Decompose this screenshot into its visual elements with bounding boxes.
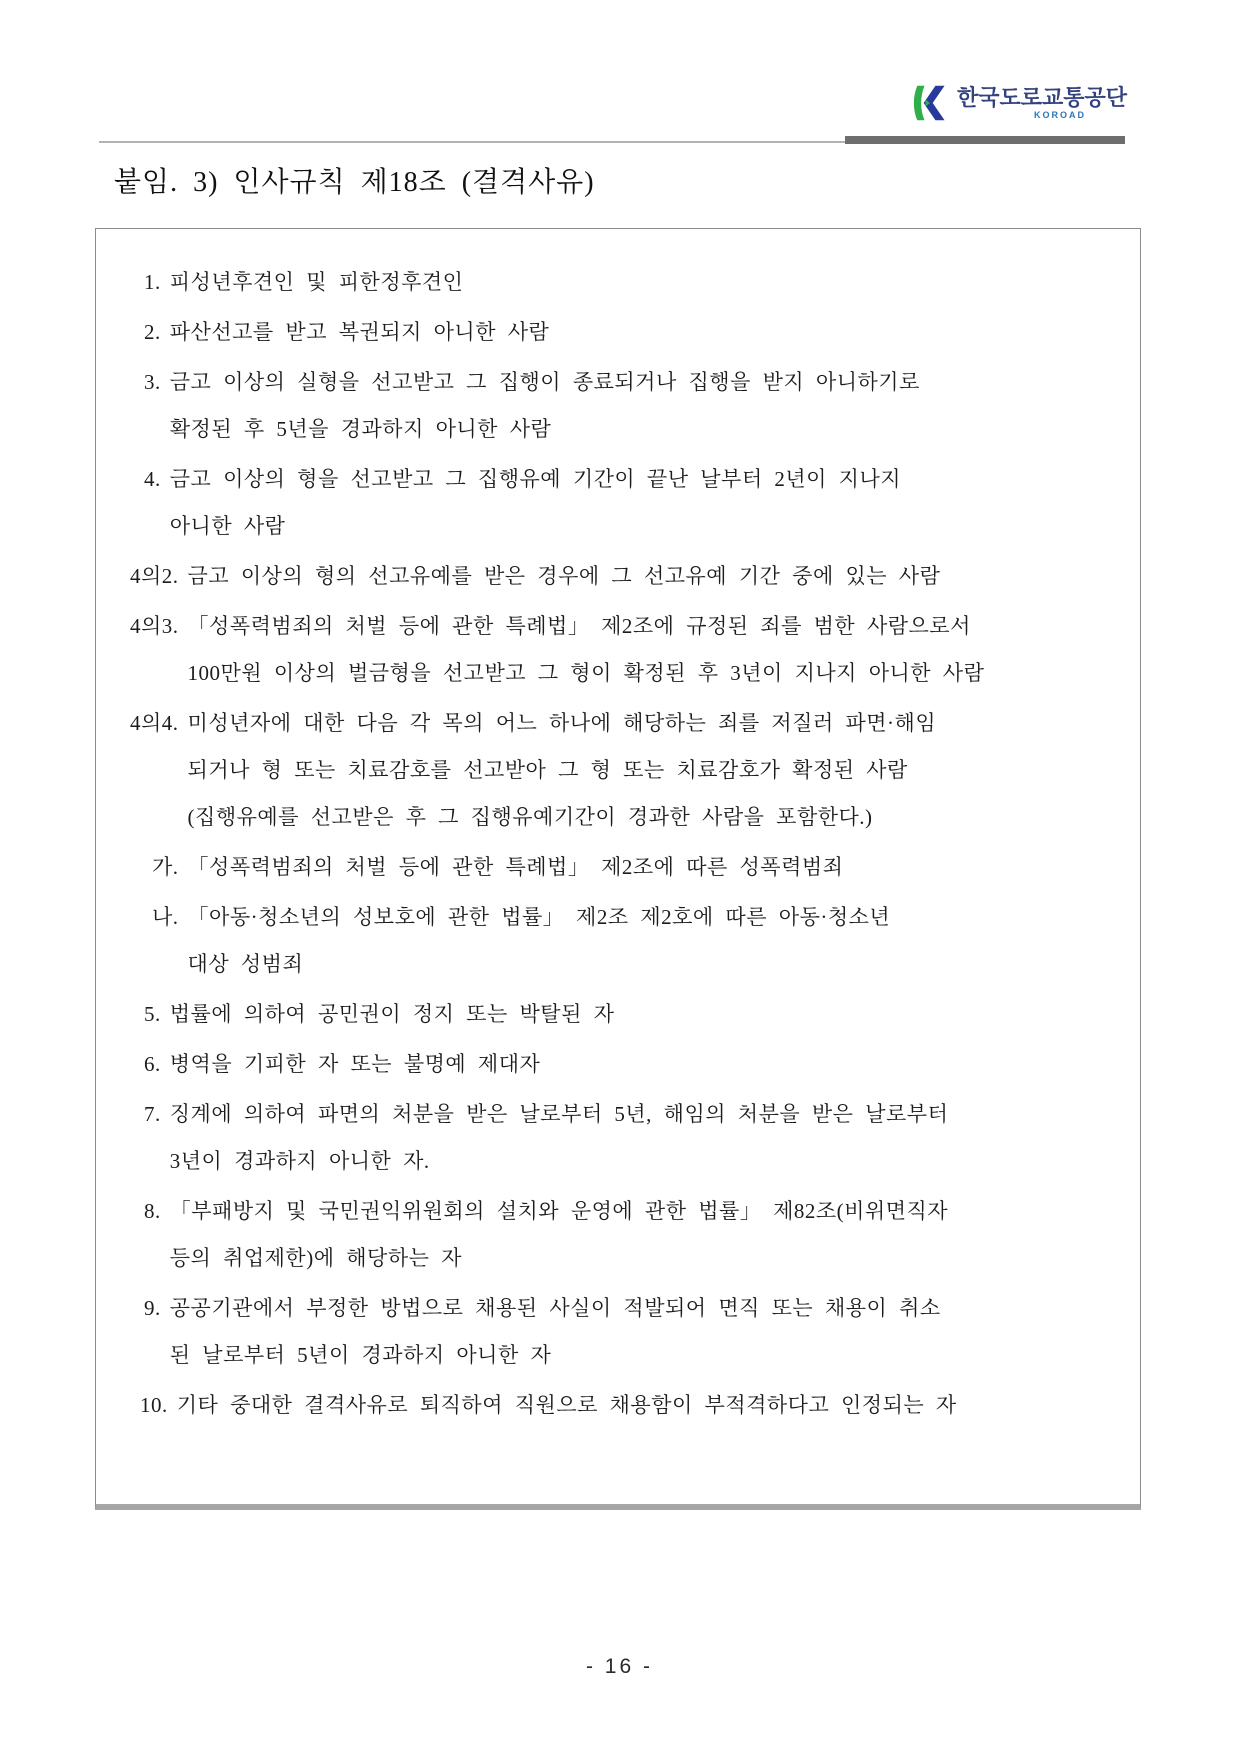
rule-item-label: 나. xyxy=(152,905,179,929)
rule-item-label: 9. xyxy=(144,1296,161,1320)
rule-item-lines xyxy=(170,1285,1140,1379)
rule-item xyxy=(96,1285,1140,1379)
rule-item-line: 금고 이상의 형을 선고받고 그 집행유예 기간이 끝난 날부터 2년이 지나지 xyxy=(169,467,902,491)
rule-item-label: 4의2. xyxy=(130,564,179,588)
rule-item xyxy=(96,1041,1140,1088)
rule-item-line: 파산선고를 받고 복권되지 아니한 사람 xyxy=(169,320,550,344)
rule-item-label: 1. xyxy=(144,270,161,294)
rule-item-lines xyxy=(170,991,1140,1038)
rule-item-line: 징계에 의하여 파면의 처분을 받은 날로부터 5년, 해임의 처분을 받은 날로부터 xyxy=(169,1102,949,1126)
rule-item-line: 「성폭력범죄의 처벌 등에 관한 특례법」 제2조에 따른 성폭력범죄 xyxy=(187,855,844,879)
rule-item-lines xyxy=(170,1188,1140,1282)
rule-item xyxy=(96,359,1140,453)
rule-item-label: 4의4. xyxy=(130,711,179,735)
koroad-logo xyxy=(910,84,1127,122)
rule-item-lines xyxy=(170,259,1140,306)
rule-item-line: 금고 이상의 형의 선고유예를 받은 경우에 그 선고유예 기간 중에 있는 사람 xyxy=(187,564,941,588)
rule-item-label: 7. xyxy=(144,1102,161,1126)
rule-item-lines xyxy=(188,700,1140,841)
rule-item-lines xyxy=(188,894,1140,988)
rule-item-line: 「부패방지 및 국민권익위원회의 설치와 운영에 관한 법률」 제82조(비위면직자 xyxy=(169,1199,949,1223)
rule-item-line: 「성폭력범죄의 처벌 등에 관한 특례법」 제2조에 규정된 죄를 범한 사람으로서 xyxy=(187,614,971,638)
rules-list xyxy=(96,229,1140,1429)
rule-item xyxy=(96,1188,1140,1282)
rule-item-lines xyxy=(188,603,1140,697)
rule-item-lines xyxy=(188,553,1140,600)
rule-item-label: 10. xyxy=(140,1393,168,1417)
rule-item xyxy=(96,553,1140,600)
rule-item-line: (집행유예를 선고받은 후 그 집행유예기간이 경과한 사람을 포함한다.) xyxy=(187,805,873,829)
rule-item xyxy=(96,1091,1140,1185)
rule-item xyxy=(96,259,1140,306)
rule-item-label: 가. xyxy=(152,855,179,879)
rule-item-lines xyxy=(170,1091,1140,1185)
rule-item-line: 병역을 기피한 자 또는 불명예 제대자 xyxy=(169,1052,541,1076)
rule-item-label: 8. xyxy=(144,1199,161,1223)
rule-item-lines xyxy=(177,1382,1140,1429)
rule-item-label: 6. xyxy=(144,1052,161,1076)
rule-item-lines xyxy=(170,309,1140,356)
koroad-k-icon xyxy=(910,84,950,122)
rule-item-line: 된 날로부터 5년이 경과하지 아니한 자 xyxy=(169,1343,552,1367)
rule-item xyxy=(96,700,1140,841)
rule-item-line: 3년이 경과하지 아니한 자. xyxy=(169,1149,430,1173)
rule-item-line: 「아동·청소년의 성보호에 관한 법률」 제2조 제2호에 따른 아동·청소년 xyxy=(187,905,891,929)
logo-org-latin: KOROAD xyxy=(1033,109,1086,120)
rule-item-line: 100만원 이상의 벌금형을 선고받고 그 형이 확정된 후 3년이 지나지 아니한 사람 xyxy=(187,661,985,685)
rule-item-line: 되거나 형 또는 치료감호를 선고받아 그 형 또는 치료감호가 확정된 사람 xyxy=(187,758,908,782)
rule-item xyxy=(96,894,1140,988)
rule-item-label: 5. xyxy=(144,1002,161,1026)
page-title: 붙임. 3) 인사규칙 제18조 (결격사유) xyxy=(114,167,595,198)
rule-item-line: 대상 성범죄 xyxy=(187,952,304,976)
rule-item-line: 등의 취업제한)에 해당하는 자 xyxy=(169,1246,462,1270)
rules-box xyxy=(95,228,1141,1510)
logo-org-name: 한국도로교통공단 xyxy=(956,84,1127,110)
rule-item-label: 4의3. xyxy=(130,614,179,638)
rule-item-lines xyxy=(188,844,1140,891)
rule-item-label: 4. xyxy=(144,467,161,491)
rule-item-line: 아니한 사람 xyxy=(169,514,286,538)
rule-item xyxy=(96,1382,1140,1429)
rule-item-lines xyxy=(170,359,1140,453)
rule-item xyxy=(96,991,1140,1038)
rule-item xyxy=(96,309,1140,356)
page-number: - 16 - xyxy=(585,1655,653,1678)
rule-item-line: 공공기관에서 부정한 방법으로 채용된 사실이 적발되어 면직 또는 채용이 취소 xyxy=(169,1296,941,1320)
rule-item-label: 2. xyxy=(144,320,161,344)
logo-text xyxy=(956,84,1127,120)
header-accent-bar xyxy=(845,136,1125,144)
rule-item-line: 미성년자에 대한 다음 각 목의 어느 하나에 해당하는 죄를 저질러 파면·해임 xyxy=(187,711,937,735)
rule-item xyxy=(96,456,1140,550)
rule-item-lines xyxy=(170,1041,1140,1088)
rule-item xyxy=(96,603,1140,697)
rule-item-line: 피성년후견인 및 피한정후견인 xyxy=(169,270,464,294)
rule-item-lines xyxy=(170,456,1140,550)
rule-item-line: 기타 중대한 결격사유로 퇴직하여 직원으로 채용함이 부적격하다고 인정되는 자 xyxy=(176,1393,957,1417)
rule-item xyxy=(96,844,1140,891)
rule-item-line: 확정된 후 5년을 경과하지 아니한 사람 xyxy=(169,417,552,441)
rule-item-label: 3. xyxy=(144,370,161,394)
rule-item-line: 법률에 의하여 공민권이 정지 또는 박탈된 자 xyxy=(169,1002,615,1026)
rule-item-line: 금고 이상의 실형을 선고받고 그 집행이 종료되거나 집행을 받지 아니하기로 xyxy=(169,370,920,394)
